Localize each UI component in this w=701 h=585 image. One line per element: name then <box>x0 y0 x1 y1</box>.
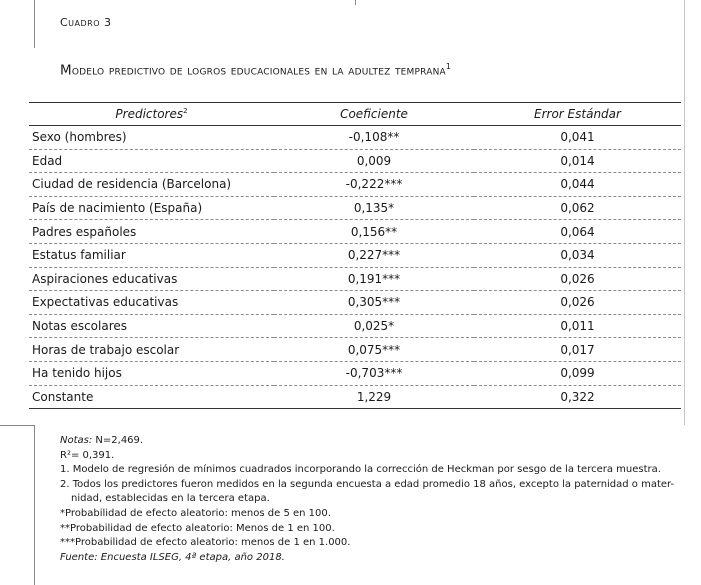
cell-se: 0,034 <box>474 243 681 267</box>
cell-predictor: Sexo (hombres) <box>29 126 274 150</box>
table-row <box>29 385 681 409</box>
note-p2: **Probabilidad de efecto aleatorio: Menos de 1 en 100. <box>60 522 335 534</box>
header-predictors <box>29 103 274 126</box>
source-value: Encuesta ILSEG, 4ª etapa, año 2018. <box>97 551 285 563</box>
source-label: Fuente: <box>60 551 98 563</box>
table-row <box>29 314 681 338</box>
cell-se: 0,026 <box>474 267 681 291</box>
cell-se: 0,017 <box>474 338 681 362</box>
cell-coef: 0,075*** <box>274 338 474 362</box>
cell-coef: 0,135* <box>274 196 474 220</box>
cell-predictor: Edad <box>29 149 274 173</box>
table-row <box>29 126 681 150</box>
frame-line-bottom-left <box>0 425 35 426</box>
header-predictors-text: Predictores <box>115 107 184 121</box>
table-title <box>60 62 451 79</box>
cell-coef: 0,025* <box>274 314 474 338</box>
cell-coef: 0,156** <box>274 220 474 244</box>
header-se: Error Estándar <box>474 103 681 126</box>
table-row <box>29 173 681 197</box>
cell-predictor: Horas de trabajo escolar <box>29 338 274 362</box>
title-footnote-marker: 1 <box>445 62 452 71</box>
cell-predictor: Constante <box>29 385 274 409</box>
table-label: Cuadro 3 <box>60 16 112 29</box>
cell-se: 0,099 <box>474 361 681 385</box>
note-p3: ***Probabilidad de efecto aleatorio: menos de 1 en 1.000. <box>60 537 351 549</box>
table-row <box>29 243 681 267</box>
cell-predictor: Notas escolares <box>29 314 274 338</box>
cell-coef: 0,191*** <box>274 267 474 291</box>
cell-se: 0,014 <box>474 149 681 173</box>
cell-predictor: Ha tenido hijos <box>29 361 274 385</box>
cell-predictor: Aspiraciones educativas <box>29 267 274 291</box>
note-1: 1. Modelo de regresión de mínimos cuadrados incorporando la corrección de Heckman por sesgo de la tercera muestra. <box>60 464 661 476</box>
cell-coef: 0,227*** <box>274 243 474 267</box>
cell-coef: 1,229 <box>274 385 474 409</box>
frame-line-bottom <box>34 425 35 585</box>
note-source <box>60 551 690 566</box>
cell-coef: 0,009 <box>274 149 474 173</box>
table-row <box>29 361 681 385</box>
note-p1: *Probabilidad de efecto aleatorio: menos de 5 en 100. <box>60 507 331 519</box>
note-n <box>60 434 690 449</box>
table-header-row <box>29 103 681 126</box>
cell-predictor: Ciudad de residencia (Barcelona) <box>29 173 274 197</box>
table-row <box>29 291 681 315</box>
frame-line-left <box>34 0 35 48</box>
cell-se: 0,322 <box>474 385 681 409</box>
cell-se: 0,026 <box>474 291 681 315</box>
cell-predictor: País de nacimiento (España) <box>29 196 274 220</box>
table-row <box>29 220 681 244</box>
table-title-text: Modelo predictivo de logros educacionales en la adultez temprana <box>60 62 446 79</box>
note-2a: 2. Todos los predictores fueron medidos en la segunda encuesta a edad promedio 18 años, excepto la paternidad o mater- <box>60 478 675 490</box>
cell-se: 0,064 <box>474 220 681 244</box>
note-r2: R²= 0,391. <box>60 449 115 461</box>
note-2b: nidad, establecidas en la tercera etapa. <box>71 493 270 505</box>
cell-coef: -0,703*** <box>274 361 474 385</box>
table-row <box>29 267 681 291</box>
cell-coef: 0,305*** <box>274 291 474 315</box>
table-row <box>29 196 681 220</box>
cell-se: 0,041 <box>474 126 681 150</box>
cell-predictor: Estatus familiar <box>29 243 274 267</box>
cell-se: 0,044 <box>474 173 681 197</box>
cell-se: 0,011 <box>474 314 681 338</box>
header-coef: Coeficiente <box>274 103 474 126</box>
header-predictors-footnote: 2 <box>183 107 188 115</box>
cell-coef: -0,108** <box>274 126 474 150</box>
notes-value: N=2,469. <box>92 435 144 446</box>
table-notes <box>60 434 690 565</box>
notes-label: Notas: <box>60 435 93 446</box>
cell-predictor: Padres españoles <box>29 220 274 244</box>
table-row <box>29 338 681 362</box>
cell-se: 0,062 <box>474 196 681 220</box>
table-row <box>29 149 681 173</box>
cell-predictor: Expectativas educativas <box>29 291 274 315</box>
regression-table <box>29 102 681 409</box>
cell-coef: -0,222*** <box>274 173 474 197</box>
frame-line-top <box>355 0 356 5</box>
frame-line-right <box>684 0 685 425</box>
